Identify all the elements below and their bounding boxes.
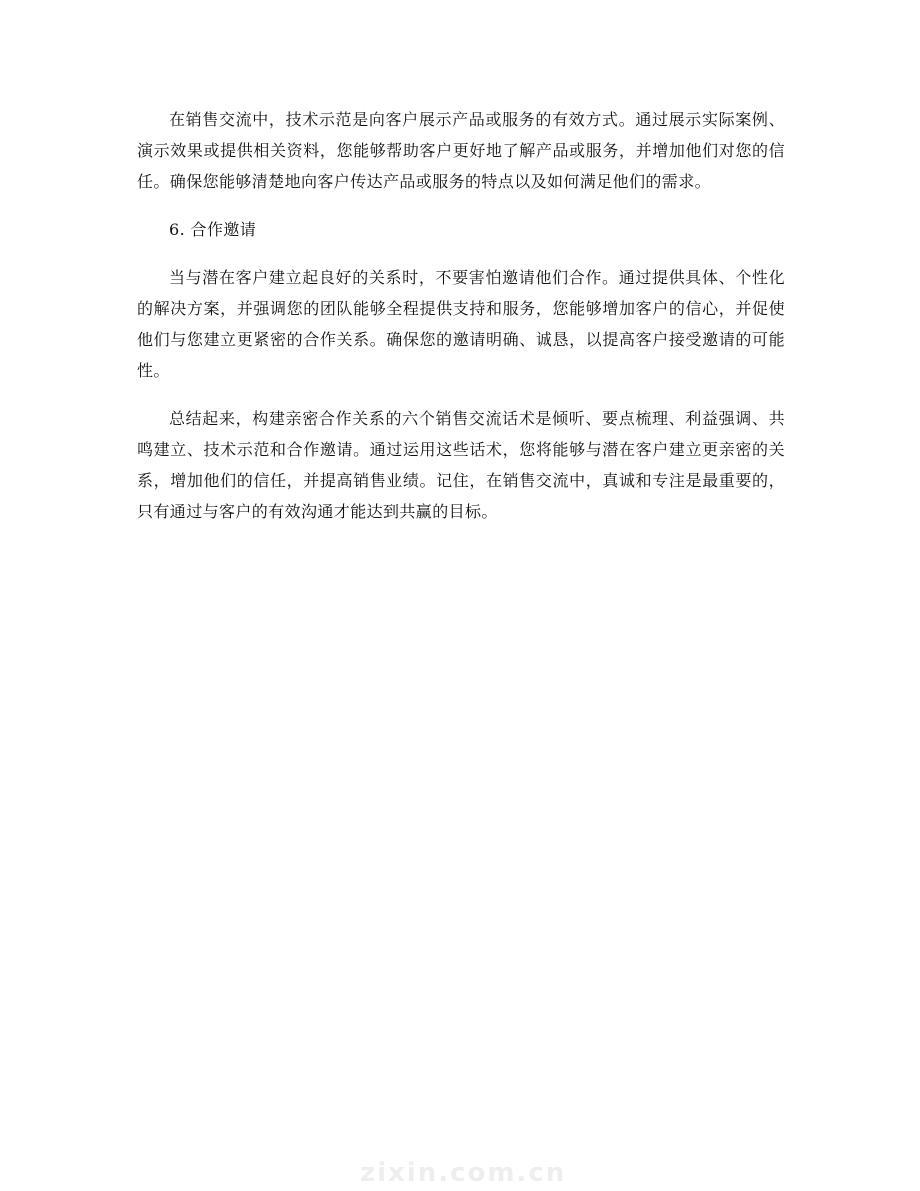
paragraph-summary: 总结起来，构建亲密合作关系的六个销售交流话术是倾听、要点梳理、利益强调、共鸣建立、技术示范和合作邀请。通过运用这些话术，您将能够与潜在客户建立更亲密的关系，增加他们的信任，并提高销售业绩。记住，在销售交流中，真诚和专注是最重要的，只有通过与客户的有效沟通才能达到共赢的目标。 (137, 409, 785, 521)
watermark-logo: zixin.com.cn (360, 1158, 567, 1188)
document-body (137, 104, 785, 527)
section-heading-cooperation-invite: 6. 合作邀请 (169, 220, 257, 239)
paragraph-technical-demo: 在销售交流中，技术示范是向客户展示产品或服务的有效方式。通过展示实际案例、演示效果或提供相关资料，您能够帮助客户更好地了解产品或服务，并增加他们对您的信任。确保您能够清楚地向客户传达产品或服务的特点以及如何满足他们的需求。 (137, 110, 785, 191)
paragraph-cooperation-invite: 当与潜在客户建立起良好的关系时，不要害怕邀请他们合作。通过提供具体、个性化的解决方案，并强调您的团队能够全程提供支持和服务，您能够增加客户的信心，并促使他们与您建立更紧密的合作关系。确保您的邀请明确、诚恳，以提高客户接受邀请的可能性。 (137, 268, 785, 380)
